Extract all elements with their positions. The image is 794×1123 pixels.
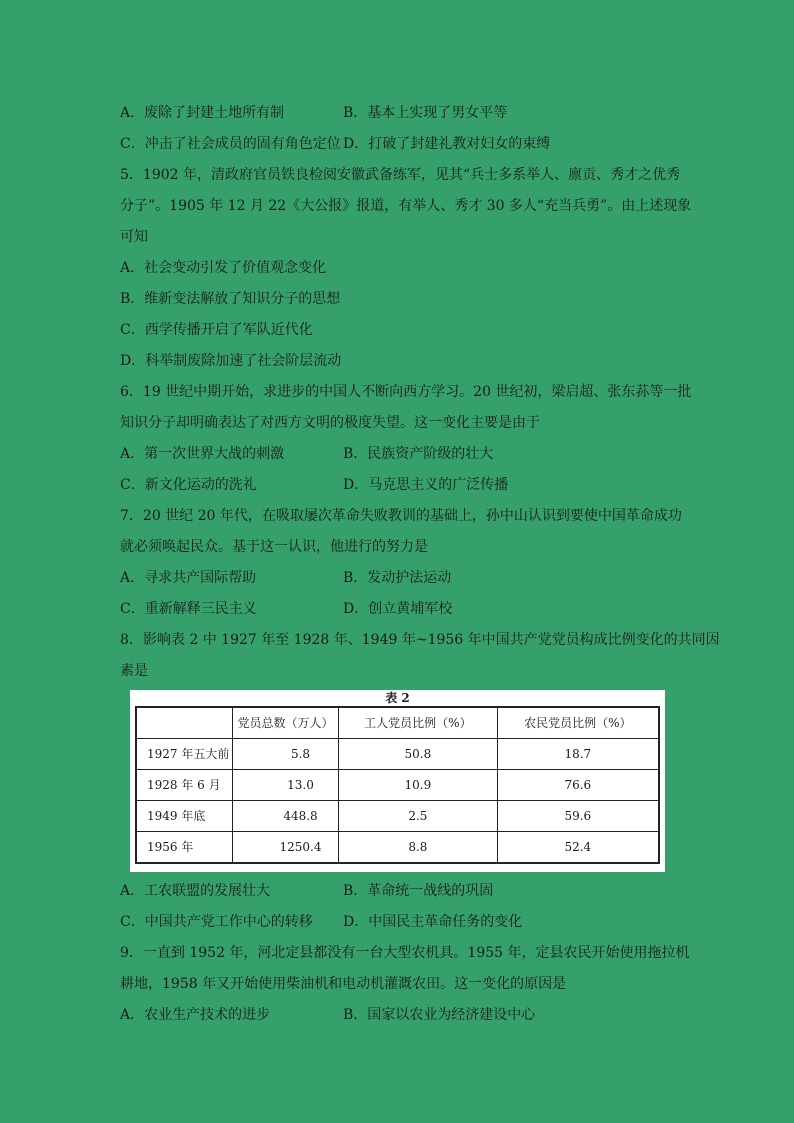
q5-stem-line-3: 可知 <box>120 229 148 245</box>
q8-option-a: A．工农联盟的发展壮大 <box>120 883 271 899</box>
exam-page <box>120 98 720 1031</box>
q5-option-c: C．西学传播开启了军队近代化 <box>120 322 313 338</box>
table-header-corner <box>136 707 232 739</box>
table-cell-worker-ratio: 50.8 <box>339 739 497 770</box>
q8-stem-line-2: 素是 <box>120 663 148 679</box>
table-header-peasant-ratio: 农民党员比例（%） <box>497 707 659 739</box>
q9-option-b: B．国家以农业为经济建设中心 <box>343 1007 536 1023</box>
table-cell-peasant-ratio: 18.7 <box>497 739 659 770</box>
q8-option-d: D．中国民主革命任务的变化 <box>343 914 523 930</box>
q9-stem-line-2: 耕地，1958 年又开始使用柴油机和电动机灌溉农田。这一变化的原因是 <box>120 976 567 992</box>
table-header-total: 党员总数（万人） <box>232 707 338 739</box>
q4-options-row-1 <box>120 98 680 129</box>
table-cell-period: 1927 年五大前 <box>136 739 232 770</box>
q4-options-row-2 <box>120 129 680 160</box>
table-cell-total: 13.0 <box>232 770 338 801</box>
q6-option-d: D．马克思主义的广泛传播 <box>343 477 509 493</box>
table-cell-total: 1250.4 <box>232 832 338 864</box>
table-row <box>136 770 659 801</box>
table-cell-worker-ratio: 10.9 <box>339 770 497 801</box>
q6-option-b: B．民族资产阶级的壮大 <box>343 446 494 462</box>
table-header-row <box>136 707 659 739</box>
q9-option-a: A．农业生产技术的进步 <box>120 1007 271 1023</box>
q6-option-a: A．第一次世界大战的刺激 <box>120 446 285 462</box>
party-member-table <box>135 706 660 864</box>
table-cell-peasant-ratio: 59.6 <box>497 801 659 832</box>
q8-option-c: C．中国共产党工作中心的转移 <box>120 914 313 930</box>
q5-option-b: B．维新变法解放了知识分子的思想 <box>120 291 341 307</box>
q4-option-b: B．基本上实现了男女平等 <box>343 105 508 121</box>
table-caption: 表 2 <box>385 691 410 705</box>
table-cell-peasant-ratio: 76.6 <box>497 770 659 801</box>
q7-option-a: A．寻求共产国际帮助 <box>120 570 257 586</box>
q7-options-row-1 <box>120 563 680 594</box>
q5-stem-line-2: 分子”。1905 年 12 月 22《大公报》报道，有举人、秀才 30 多人“充当兵勇”。由上述现象 <box>120 198 692 214</box>
q6-option-c: C．新文化运动的洗礼 <box>120 477 257 493</box>
q5-stem-line-1: 5．1902 年，清政府官员铁良检阅安徽武备练军，见其“兵士多系举人、廪贡、秀才之优秀 <box>120 167 681 183</box>
q5-option-a: A．社会变动引发了价值观念变化 <box>120 260 327 276</box>
table-cell-total: 448.8 <box>232 801 338 832</box>
q7-stem-line-2: 就必须唤起民众。基于这一认识，他进行的努力是 <box>120 539 428 555</box>
q8-option-b: B．革命统一战线的巩固 <box>343 883 494 899</box>
q4-option-c: C．冲击了社会成员的固有角色定位 <box>120 136 341 152</box>
q4-option-a: A．废除了封建土地所有制 <box>120 105 285 121</box>
q7-option-d: D．创立黄埔军校 <box>343 601 453 617</box>
table-cell-worker-ratio: 8.8 <box>339 832 497 864</box>
table-cell-period: 1956 年 <box>136 832 232 864</box>
q9-options-row-1 <box>120 1000 680 1031</box>
q4-option-d: D．打破了封建礼教对妇女的束缚 <box>343 136 551 152</box>
q5-option-d: D．科举制废除加速了社会阶层流动 <box>120 353 342 369</box>
q6-stem-line-2: 知识分子却明确表达了对西方文明的极度失望。这一变化主要是由于 <box>120 415 540 431</box>
table-row <box>136 801 659 832</box>
q8-options-row-2 <box>120 907 680 938</box>
table-cell-period: 1949 年底 <box>136 801 232 832</box>
table-row <box>136 832 659 864</box>
table-header-worker-ratio: 工人党员比例（%） <box>339 707 497 739</box>
q8-options-row-1 <box>120 876 680 907</box>
q6-stem-line-1: 6．19 世纪中期开始，求进步的中国人不断向西方学习。20 世纪初，梁启超、张东荪等一批 <box>120 384 692 400</box>
table-cell-period: 1928 年 6 月 <box>136 770 232 801</box>
q7-option-c: C．重新解释三民主义 <box>120 601 257 617</box>
q9-stem-line-1: 9．一直到 1952 年，河北定县都没有一台大型农机具。1955 年，定县农民开始使用拖拉机 <box>120 945 690 961</box>
table-row <box>136 739 659 770</box>
table-cell-worker-ratio: 2.5 <box>339 801 497 832</box>
q7-stem-line-1: 7．20 世纪 20 年代，在吸取屡次革命失败教训的基础上，孙中山认识到要使中国革命成功 <box>120 508 682 524</box>
q6-options-row-1 <box>120 439 680 470</box>
q8-stem-line-1: 8．影响表 2 中 1927 年至 1928 年、1949 年~1956 年中国共产党党员构成比例变化的共同因 <box>120 632 720 648</box>
table-cell-total: 5.8 <box>232 739 338 770</box>
table-cell-peasant-ratio: 52.4 <box>497 832 659 864</box>
q7-options-row-2 <box>120 594 680 625</box>
party-member-table-image <box>130 690 665 872</box>
q7-option-b: B．发动护法运动 <box>343 570 452 586</box>
q6-options-row-2 <box>120 470 680 501</box>
